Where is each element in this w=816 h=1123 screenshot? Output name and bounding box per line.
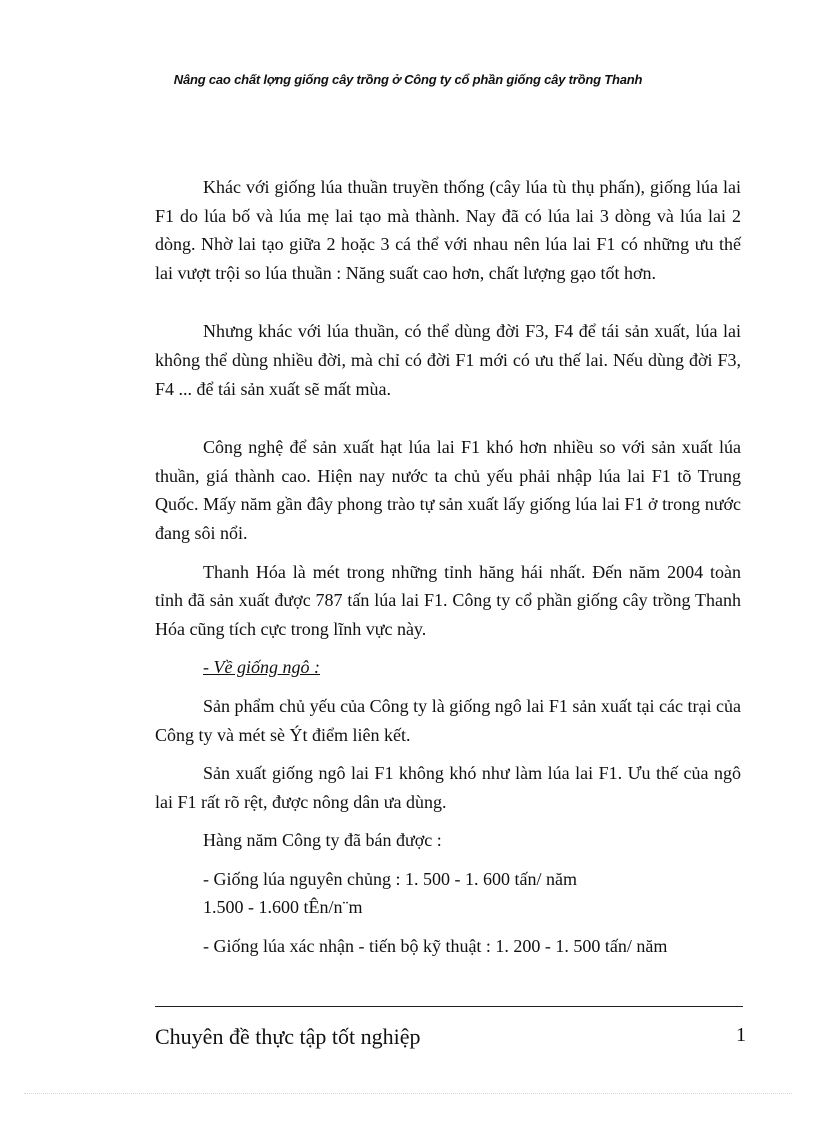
section-heading-corn [203,653,741,682]
page-number: 1 [736,1024,746,1046]
paragraph-thanh-hoa: Thanh Hóa là mét trong những tỉnh hăng hái nhất. Đến năm 2004 toàn tỉnh đã sản xuất được 787 tấn lúa lai F1. Công ty cổ phần giống cây trồng Thanh Hóa cũng tích cực trong lĩnh vực này. [155,561,741,639]
list-item-extra: 1.500 - 1.600 tÊn/n¨m [203,897,363,918]
paragraph-hybrid-rice-generations: Nhưng khác với lúa thuần, có thể dùng đời F3, F4 để tái sản xuất, lúa lai không thể dùng nhiều đời, mà chỉ có đời F1 mới có ưu thế lai. Nếu dùng đời F3, F4 ... để tái sản xuất sẽ mất mùa. [155,321,741,399]
footer-divider [155,1006,743,1007]
paragraph-annual-sales: Hàng năm Công ty đã bán được : [203,830,442,851]
section-heading-text: - Về giống ngô : [203,657,320,678]
running-header: Nâng cao chất lợng giống cây trồng ở Công ty cổ phần giống cây trồng Thanh [173,72,643,87]
paragraph-hybrid-rice-intro: Khác với giống lúa thuần truyền thống (cây lúa tù thụ phấn), giống lúa lai F1 do lúa bố và lúa mẹ lai tạo mà thành. Nay đã có lúa lai 3 dòng và lúa lai 2 dòng. Nhờ lai tạo giữa 2 hoặc 3 cá thể với nhau nên lúa lai F1 có những ưu thế lai vượt trội so lúa thuần : Năng suất cao hơn, chất lượng gạo tốt hơn. [155,177,741,283]
list-item [203,865,741,922]
list-item-text: - Giống lúa nguyên chủng : 1. 500 - 1. 600 tấn/ năm [203,868,577,889]
footer-title: Chuyên đề thực tập tốt nghiệp [155,1024,421,1049]
list-item [203,932,741,961]
paragraph-corn-products: Sản phẩm chủ yếu của Công ty là giống ngô lai F1 sản xuất tại các trại của Công ty và mét sè Ýt điểm liên kết. [155,695,741,745]
page-bottom-dotted-border [24,1093,792,1094]
paragraph-corn-production: Sản xuất giống ngô lai F1 không khó như làm lúa lai F1. Ưu thế của ngô lai F1 rất rõ rệt, được nông dân ưa dùng. [155,763,741,812]
paragraph-hybrid-rice-technology: Công nghệ để sản xuất hạt lúa lai F1 khó hơn nhiều so với sản xuất lúa thuần, giá thành cao. Hiện nay nước ta chủ yếu phải nhập lúa lai F1 tõ Trung Quốc. Mấy năm gần đây phong trào tự sản xuất lấy giống lúa lai F1 ở trong nước đang sôi nổi. [155,437,741,543]
document-body [155,173,741,971]
list-item-text: - Giống lúa xác nhận - tiến bộ kỹ thuật : 1. 200 - 1. 500 tấn/ năm [203,936,668,957]
